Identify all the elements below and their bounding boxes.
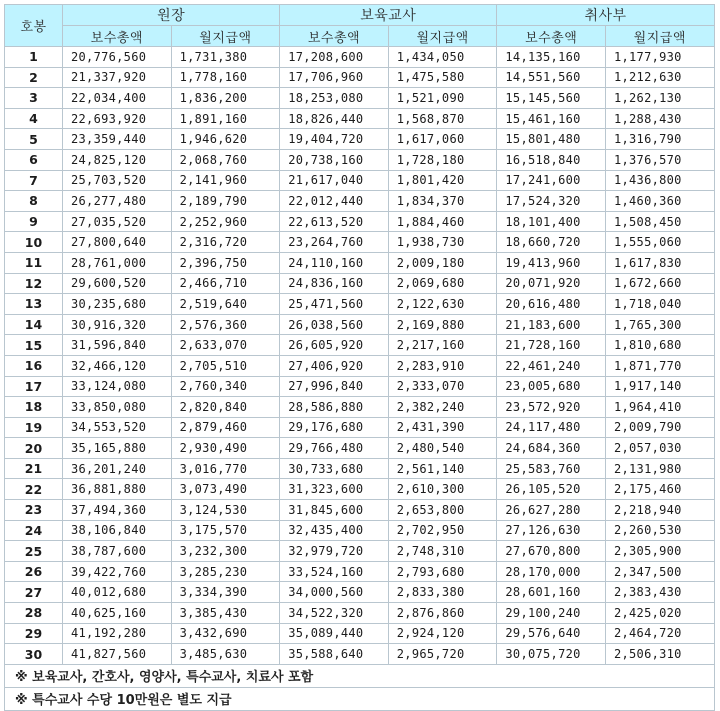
cell-monthly: 1,946,620: [171, 129, 280, 150]
cell-monthly: 2,466,710: [171, 273, 280, 294]
cell-total: 41,192,280: [63, 623, 172, 644]
cell-total: 33,524,160: [280, 561, 389, 582]
cell-total: 27,126,630: [497, 520, 606, 541]
cell-monthly: 2,576,360: [171, 314, 280, 335]
cell-total: 35,089,440: [280, 623, 389, 644]
cell-monthly: 2,748,310: [388, 541, 497, 562]
table-row: [5, 644, 715, 665]
cell-total: 36,881,880: [63, 479, 172, 500]
cell-monthly: 2,464,720: [605, 623, 714, 644]
cell-monthly: 3,432,690: [171, 623, 280, 644]
cell-total: 16,518,840: [497, 149, 606, 170]
cell-monthly: 3,073,490: [171, 479, 280, 500]
cell-monthly: 2,069,680: [388, 273, 497, 294]
cell-total: 22,012,440: [280, 191, 389, 212]
cell-total: 33,850,080: [63, 397, 172, 418]
cell-hobong: 9: [5, 211, 63, 232]
cell-total: 29,600,520: [63, 273, 172, 294]
cell-total: 29,176,680: [280, 417, 389, 438]
cell-monthly: 1,177,930: [605, 47, 714, 68]
cell-total: 31,323,600: [280, 479, 389, 500]
cell-total: 20,738,160: [280, 149, 389, 170]
cell-monthly: 3,016,770: [171, 458, 280, 479]
cell-total: 24,110,160: [280, 252, 389, 273]
cell-total: 27,670,800: [497, 541, 606, 562]
cell-monthly: 2,383,430: [605, 582, 714, 603]
cell-monthly: 2,833,380: [388, 582, 497, 603]
cell-total: 18,101,400: [497, 211, 606, 232]
header-sub-total: 보수총액: [63, 26, 172, 47]
cell-total: 34,553,520: [63, 417, 172, 438]
cell-total: 21,183,600: [497, 314, 606, 335]
cell-monthly: 1,434,050: [388, 47, 497, 68]
cell-hobong: 21: [5, 458, 63, 479]
cell-monthly: 2,252,960: [171, 211, 280, 232]
cell-total: 17,208,600: [280, 47, 389, 68]
cell-total: 17,241,600: [497, 170, 606, 191]
cell-monthly: 1,718,040: [605, 294, 714, 315]
cell-monthly: 1,728,180: [388, 149, 497, 170]
cell-hobong: 17: [5, 376, 63, 397]
cell-monthly: 2,425,020: [605, 603, 714, 624]
header-group-teacher: 보육교사: [280, 5, 497, 26]
cell-monthly: 3,334,390: [171, 582, 280, 603]
cell-total: 22,461,240: [497, 355, 606, 376]
cell-monthly: 2,217,160: [388, 335, 497, 356]
cell-hobong: 7: [5, 170, 63, 191]
cell-total: 39,422,760: [63, 561, 172, 582]
cell-monthly: 1,731,380: [171, 47, 280, 68]
cell-total: 30,733,680: [280, 458, 389, 479]
cell-total: 28,761,000: [63, 252, 172, 273]
cell-monthly: 1,834,370: [388, 191, 497, 212]
cell-total: 20,616,480: [497, 294, 606, 315]
cell-hobong: 23: [5, 500, 63, 521]
cell-total: 26,605,920: [280, 335, 389, 356]
table-row: [5, 458, 715, 479]
cell-hobong: 24: [5, 520, 63, 541]
cell-hobong: 18: [5, 397, 63, 418]
cell-total: 18,660,720: [497, 232, 606, 253]
cell-total: 24,825,120: [63, 149, 172, 170]
cell-hobong: 22: [5, 479, 63, 500]
cell-hobong: 15: [5, 335, 63, 356]
table-row: [5, 520, 715, 541]
table-row: [5, 582, 715, 603]
table-row: [5, 170, 715, 191]
salary-table-container: [4, 4, 714, 711]
cell-total: 25,471,560: [280, 294, 389, 315]
cell-monthly: 2,705,510: [171, 355, 280, 376]
header-group-cook: 취사부: [497, 5, 714, 26]
cell-hobong: 29: [5, 623, 63, 644]
cell-monthly: 2,653,800: [388, 500, 497, 521]
cell-monthly: 1,521,090: [388, 88, 497, 109]
cell-hobong: 30: [5, 644, 63, 665]
table-row: [5, 108, 715, 129]
cell-total: 23,572,920: [497, 397, 606, 418]
cell-total: 29,100,240: [497, 603, 606, 624]
cell-total: 23,359,440: [63, 129, 172, 150]
table-row: [5, 541, 715, 562]
cell-hobong: 3: [5, 88, 63, 109]
cell-total: 17,524,320: [497, 191, 606, 212]
cell-monthly: 2,333,070: [388, 376, 497, 397]
cell-hobong: 19: [5, 417, 63, 438]
cell-hobong: 13: [5, 294, 63, 315]
cell-hobong: 4: [5, 108, 63, 129]
cell-total: 19,413,960: [497, 252, 606, 273]
cell-monthly: 2,431,390: [388, 417, 497, 438]
cell-monthly: 2,131,980: [605, 458, 714, 479]
cell-total: 19,404,720: [280, 129, 389, 150]
table-row: [5, 623, 715, 644]
table-row: [5, 252, 715, 273]
cell-hobong: 28: [5, 603, 63, 624]
cell-total: 26,277,480: [63, 191, 172, 212]
cell-monthly: 1,212,630: [605, 67, 714, 88]
cell-total: 21,617,040: [280, 170, 389, 191]
cell-hobong: 8: [5, 191, 63, 212]
table-row: [5, 397, 715, 418]
cell-monthly: 2,480,540: [388, 438, 497, 459]
cell-hobong: 11: [5, 252, 63, 273]
cell-monthly: 2,519,640: [171, 294, 280, 315]
header-sub-monthly: 월지급액: [605, 26, 714, 47]
cell-total: 40,012,680: [63, 582, 172, 603]
cell-total: 29,576,640: [497, 623, 606, 644]
cell-monthly: 2,633,070: [171, 335, 280, 356]
cell-monthly: 1,964,410: [605, 397, 714, 418]
cell-total: 18,253,080: [280, 88, 389, 109]
cell-total: 26,105,520: [497, 479, 606, 500]
cell-monthly: 2,930,490: [171, 438, 280, 459]
cell-total: 41,827,560: [63, 644, 172, 665]
cell-total: 38,106,840: [63, 520, 172, 541]
cell-monthly: 3,232,300: [171, 541, 280, 562]
table-body: [5, 47, 715, 665]
cell-monthly: 2,169,880: [388, 314, 497, 335]
cell-total: 22,034,400: [63, 88, 172, 109]
table-row: [5, 47, 715, 68]
cell-monthly: 2,141,960: [171, 170, 280, 191]
cell-total: 31,845,600: [280, 500, 389, 521]
cell-monthly: 1,617,830: [605, 252, 714, 273]
cell-monthly: 1,778,160: [171, 67, 280, 88]
cell-total: 38,787,600: [63, 541, 172, 562]
cell-total: 22,693,920: [63, 108, 172, 129]
cell-total: 32,979,720: [280, 541, 389, 562]
header-group-director: 원장: [63, 5, 280, 26]
table-row: [5, 294, 715, 315]
cell-monthly: 1,460,360: [605, 191, 714, 212]
cell-monthly: 2,396,750: [171, 252, 280, 273]
cell-monthly: 1,884,460: [388, 211, 497, 232]
cell-monthly: 1,810,680: [605, 335, 714, 356]
cell-monthly: 1,617,060: [388, 129, 497, 150]
cell-total: 22,613,520: [280, 211, 389, 232]
cell-total: 27,406,920: [280, 355, 389, 376]
cell-monthly: 2,068,760: [171, 149, 280, 170]
cell-total: 29,766,480: [280, 438, 389, 459]
table-row: [5, 273, 715, 294]
table-notes: [5, 664, 715, 710]
cell-hobong: 1: [5, 47, 63, 68]
cell-total: 26,038,560: [280, 314, 389, 335]
cell-total: 15,145,560: [497, 88, 606, 109]
cell-total: 14,135,160: [497, 47, 606, 68]
cell-monthly: 1,891,160: [171, 108, 280, 129]
cell-total: 21,728,160: [497, 335, 606, 356]
cell-total: 25,583,760: [497, 458, 606, 479]
cell-total: 26,627,280: [497, 500, 606, 521]
cell-total: 24,836,160: [280, 273, 389, 294]
table-row: [5, 603, 715, 624]
cell-total: 28,170,000: [497, 561, 606, 582]
cell-hobong: 16: [5, 355, 63, 376]
cell-monthly: 2,702,950: [388, 520, 497, 541]
cell-monthly: 2,009,180: [388, 252, 497, 273]
cell-monthly: 2,820,840: [171, 397, 280, 418]
cell-total: 30,916,320: [63, 314, 172, 335]
cell-hobong: 27: [5, 582, 63, 603]
cell-monthly: 2,876,860: [388, 603, 497, 624]
cell-total: 40,625,160: [63, 603, 172, 624]
cell-monthly: 1,836,200: [171, 88, 280, 109]
header-sub-total: 보수총액: [497, 26, 606, 47]
table-row: [5, 129, 715, 150]
cell-total: 37,494,360: [63, 500, 172, 521]
table-row: [5, 500, 715, 521]
cell-hobong: 6: [5, 149, 63, 170]
cell-hobong: 26: [5, 561, 63, 582]
cell-total: 23,264,760: [280, 232, 389, 253]
cell-hobong: 10: [5, 232, 63, 253]
cell-total: 28,586,880: [280, 397, 389, 418]
cell-monthly: 2,760,340: [171, 376, 280, 397]
cell-monthly: 1,262,130: [605, 88, 714, 109]
header-sub-total: 보수총액: [280, 26, 389, 47]
cell-total: 17,706,960: [280, 67, 389, 88]
table-row: [5, 438, 715, 459]
cell-monthly: 2,965,720: [388, 644, 497, 665]
cell-total: 27,035,520: [63, 211, 172, 232]
cell-monthly: 2,382,240: [388, 397, 497, 418]
cell-total: 32,435,400: [280, 520, 389, 541]
cell-monthly: 1,555,060: [605, 232, 714, 253]
cell-monthly: 2,218,940: [605, 500, 714, 521]
cell-monthly: 2,347,500: [605, 561, 714, 582]
cell-monthly: 2,506,310: [605, 644, 714, 665]
cell-total: 18,826,440: [280, 108, 389, 129]
cell-monthly: 2,924,120: [388, 623, 497, 644]
cell-hobong: 12: [5, 273, 63, 294]
cell-monthly: 2,057,030: [605, 438, 714, 459]
cell-total: 24,684,360: [497, 438, 606, 459]
note-row: [5, 687, 715, 710]
cell-total: 14,551,560: [497, 67, 606, 88]
cell-monthly: 3,385,430: [171, 603, 280, 624]
table-row: [5, 232, 715, 253]
cell-monthly: 1,568,870: [388, 108, 497, 129]
cell-monthly: 2,879,460: [171, 417, 280, 438]
cell-total: 32,466,120: [63, 355, 172, 376]
table-row: [5, 335, 715, 356]
cell-total: 20,071,920: [497, 273, 606, 294]
cell-total: 30,235,680: [63, 294, 172, 315]
cell-monthly: 1,436,800: [605, 170, 714, 191]
cell-total: 33,124,080: [63, 376, 172, 397]
cell-monthly: 3,485,630: [171, 644, 280, 665]
cell-total: 28,601,160: [497, 582, 606, 603]
cell-total: 23,005,680: [497, 376, 606, 397]
table-row: [5, 479, 715, 500]
cell-monthly: 1,801,420: [388, 170, 497, 191]
cell-total: 27,996,840: [280, 376, 389, 397]
header-row-groups: [5, 5, 715, 26]
cell-monthly: 2,305,900: [605, 541, 714, 562]
table-row: [5, 211, 715, 232]
cell-monthly: 1,917,140: [605, 376, 714, 397]
header-row-sub: [5, 26, 715, 47]
cell-hobong: 2: [5, 67, 63, 88]
cell-total: 34,000,560: [280, 582, 389, 603]
cell-monthly: 1,475,580: [388, 67, 497, 88]
cell-monthly: 2,793,680: [388, 561, 497, 582]
table-row: [5, 355, 715, 376]
cell-monthly: 2,316,720: [171, 232, 280, 253]
table-row: [5, 376, 715, 397]
cell-total: 36,201,240: [63, 458, 172, 479]
cell-total: 25,703,520: [63, 170, 172, 191]
cell-monthly: 1,288,430: [605, 108, 714, 129]
cell-monthly: 1,765,300: [605, 314, 714, 335]
cell-monthly: 3,124,530: [171, 500, 280, 521]
cell-monthly: 1,672,660: [605, 273, 714, 294]
cell-total: 20,776,560: [63, 47, 172, 68]
cell-hobong: 5: [5, 129, 63, 150]
cell-total: 15,801,480: [497, 129, 606, 150]
cell-monthly: 2,260,530: [605, 520, 714, 541]
cell-monthly: 2,283,910: [388, 355, 497, 376]
cell-monthly: 2,610,300: [388, 479, 497, 500]
table-row: [5, 191, 715, 212]
note-text: ※ 특수교사 수당 10만원은 별도 지급: [5, 687, 715, 710]
table-row: [5, 67, 715, 88]
cell-monthly: 1,508,450: [605, 211, 714, 232]
salary-table: [4, 4, 715, 711]
cell-hobong: 20: [5, 438, 63, 459]
table-row: [5, 561, 715, 582]
header-sub-monthly: 월지급액: [171, 26, 280, 47]
cell-monthly: 1,316,790: [605, 129, 714, 150]
cell-monthly: 3,175,570: [171, 520, 280, 541]
cell-monthly: 1,938,730: [388, 232, 497, 253]
table-row: [5, 149, 715, 170]
cell-total: 31,596,840: [63, 335, 172, 356]
table-row: [5, 314, 715, 335]
note-row: [5, 664, 715, 687]
header-hobong: 호봉: [5, 5, 63, 47]
cell-monthly: 2,122,630: [388, 294, 497, 315]
cell-monthly: 2,175,460: [605, 479, 714, 500]
cell-monthly: 3,285,230: [171, 561, 280, 582]
cell-monthly: 2,561,140: [388, 458, 497, 479]
cell-monthly: 2,189,790: [171, 191, 280, 212]
note-text: ※ 보육교사, 간호사, 영양사, 특수교사, 치료사 포함: [5, 664, 715, 687]
cell-hobong: 14: [5, 314, 63, 335]
cell-total: 15,461,160: [497, 108, 606, 129]
table-row: [5, 88, 715, 109]
cell-total: 35,165,880: [63, 438, 172, 459]
table-row: [5, 417, 715, 438]
table-header: [5, 5, 715, 47]
header-sub-monthly: 월지급액: [388, 26, 497, 47]
cell-monthly: 1,376,570: [605, 149, 714, 170]
cell-total: 35,588,640: [280, 644, 389, 665]
cell-monthly: 1,871,770: [605, 355, 714, 376]
cell-total: 30,075,720: [497, 644, 606, 665]
cell-hobong: 25: [5, 541, 63, 562]
cell-total: 21,337,920: [63, 67, 172, 88]
cell-total: 27,800,640: [63, 232, 172, 253]
cell-total: 34,522,320: [280, 603, 389, 624]
cell-total: 24,117,480: [497, 417, 606, 438]
cell-monthly: 2,009,790: [605, 417, 714, 438]
